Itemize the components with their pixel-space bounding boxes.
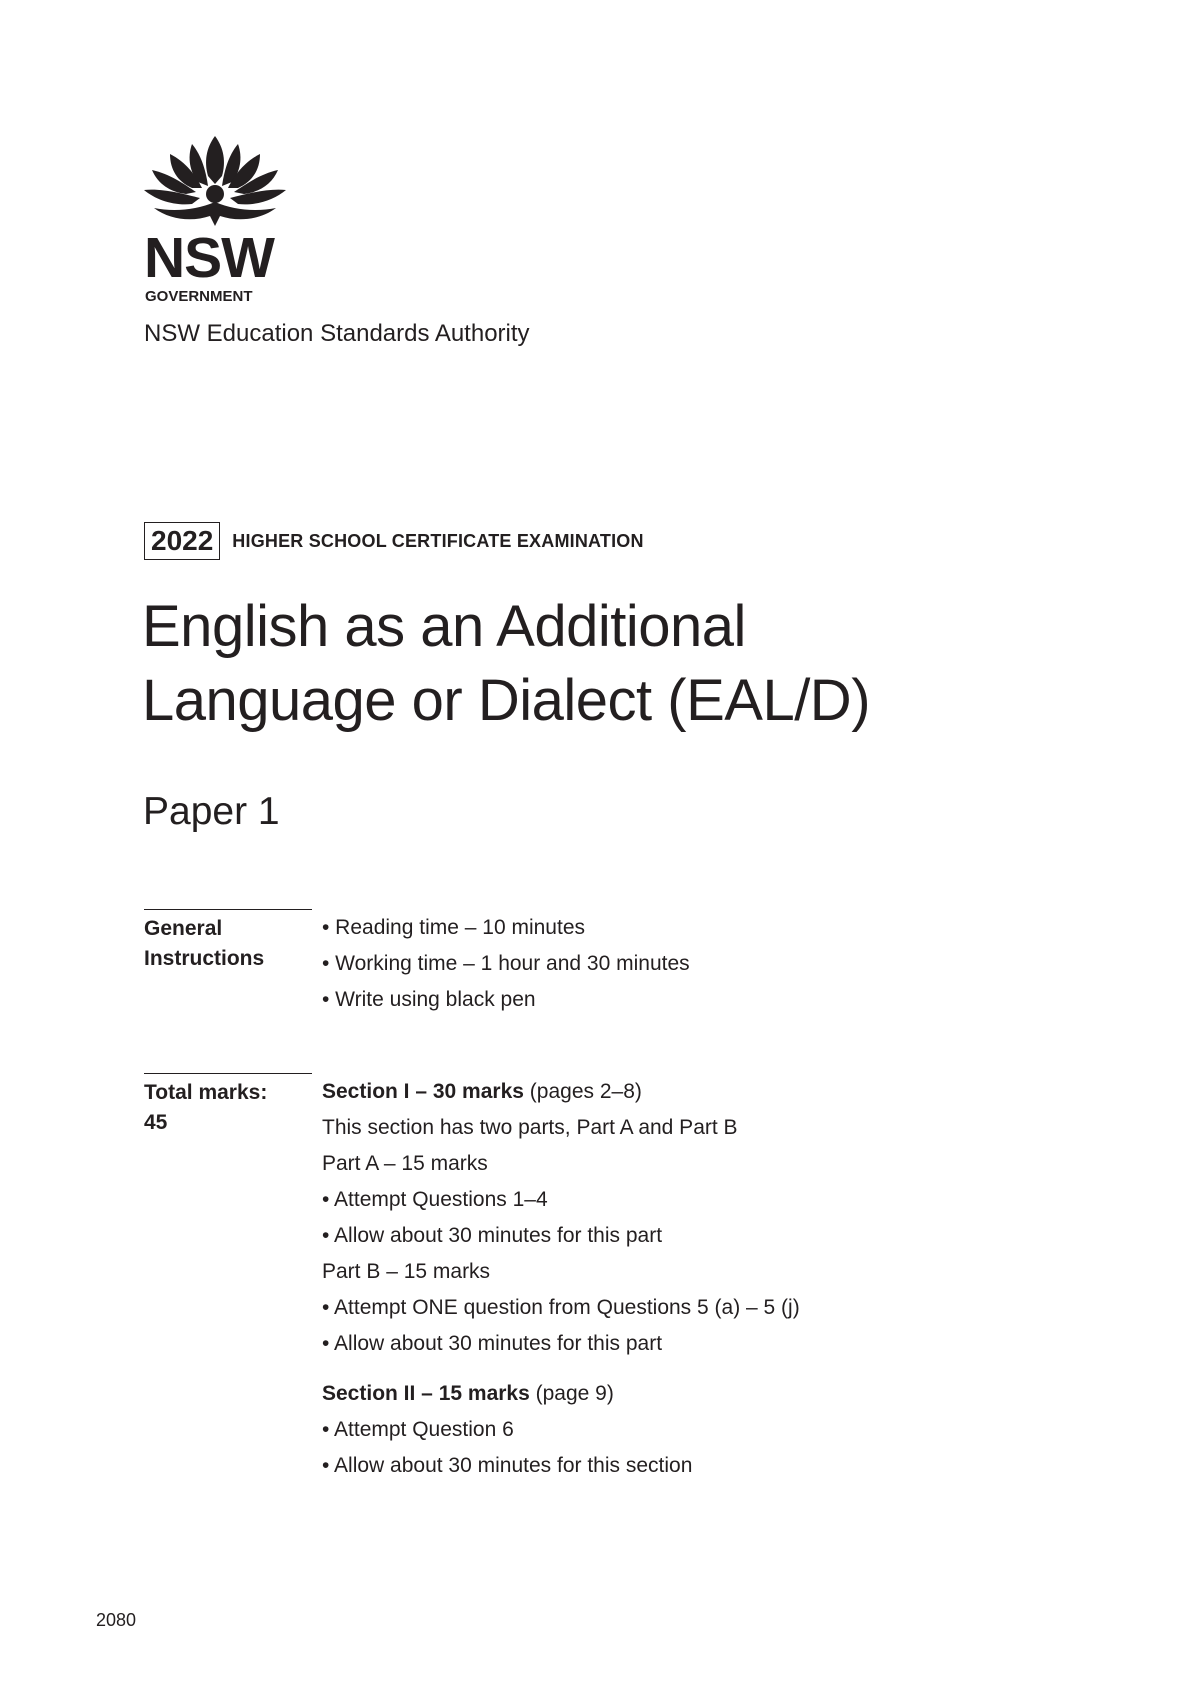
exam-header: [144, 522, 644, 560]
list-item: • Attempt Questions 1–4: [322, 1188, 548, 1211]
title-line-2: Language or Dialect (EAL/D): [142, 668, 871, 733]
section-title: Section I – 30 marks: [322, 1080, 524, 1103]
part-a-heading: Part A – 15 marks: [322, 1152, 488, 1175]
list-item: • Reading time – 10 minutes: [322, 916, 585, 939]
label-line: General: [144, 917, 223, 940]
list-item: • Attempt Question 6: [322, 1418, 514, 1441]
section-pages: (pages 2–8): [523, 1080, 642, 1103]
list-item: • Write using black pen: [322, 988, 536, 1011]
section-title: Section II – 15 marks: [322, 1382, 530, 1405]
divider: [144, 909, 312, 910]
exam-type: HIGHER SCHOOL CERTIFICATE EXAMINATION: [232, 530, 644, 551]
list-item: • Attempt ONE question from Questions 5 (a) – 5 (j): [322, 1296, 800, 1319]
section-2-heading: [322, 1376, 800, 1412]
list-item: • Allow about 30 minutes for this section: [322, 1454, 693, 1477]
logo-subtitle: GOVERNMENT: [145, 288, 253, 305]
paper-code: 2080: [96, 1610, 137, 1630]
label-line: Total marks:: [144, 1081, 268, 1104]
list-item: • Allow about 30 minutes for this part: [322, 1224, 663, 1247]
section-1-heading: [322, 1074, 800, 1110]
nsw-government-logo: [140, 132, 290, 305]
general-instructions-label: [144, 914, 264, 974]
title-line-1: English as an Additional: [142, 594, 746, 659]
page-title: [142, 590, 870, 738]
logo-wordmark: NSW: [144, 226, 274, 290]
label-line: Instructions: [144, 947, 265, 970]
part-b-heading: Part B – 15 marks: [322, 1260, 491, 1283]
list-item: • Allow about 30 minutes for this part: [322, 1332, 663, 1355]
paper-label: Paper 1: [143, 790, 280, 833]
sections-list: [322, 1074, 800, 1484]
total-marks-label: [144, 1078, 267, 1138]
label-line: 45: [144, 1111, 168, 1134]
section-1-desc: This section has two parts, Part A and Part B: [322, 1116, 738, 1139]
authority-name: NSW Education Standards Authority: [144, 320, 530, 347]
section-pages: (page 9): [529, 1382, 614, 1405]
waratah-icon: [140, 132, 290, 228]
divider: [144, 1073, 312, 1074]
list-item: • Working time – 1 hour and 30 minutes: [322, 952, 690, 975]
year-badge: 2022: [144, 522, 220, 560]
general-instructions-list: [322, 910, 690, 1018]
